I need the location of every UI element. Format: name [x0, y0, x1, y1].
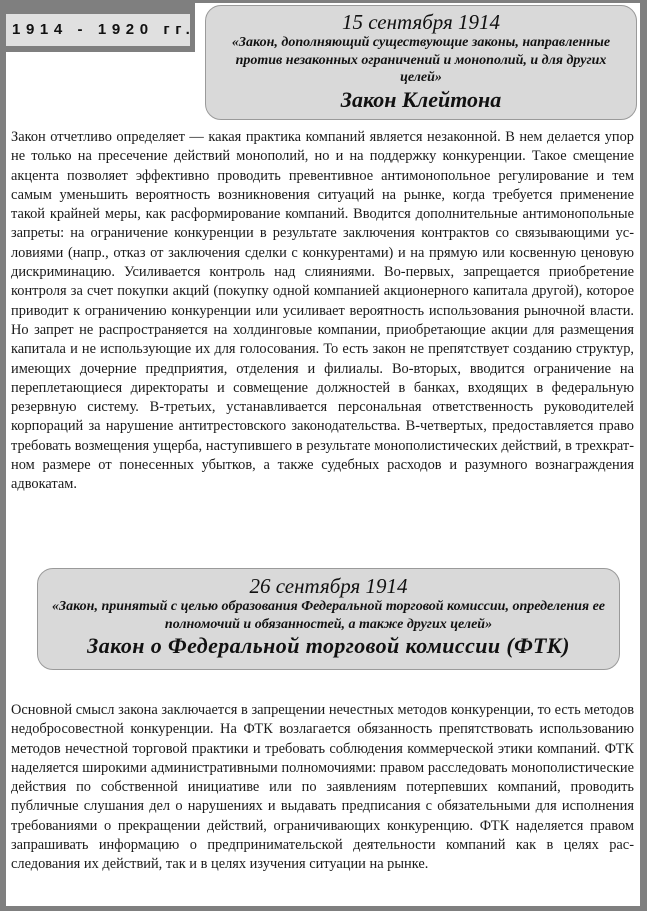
law-header-clayton	[205, 5, 637, 120]
law-text-clayton: Закон отчетливо определяет — какая практика компаний является незаконной. В нем делается упор не только на пресечение действий монополий, но и на поддержку конкуренции. Такое смещение акцента позволяет эффективно проводить превентивное антимонопольное регулирование и тем самым уменьшить вероятность возникновения ситуаций на рынке, когда требуется применение такой крайней меры, как расформирование компаний. Вводится дополнительные антимонопольные запреты: на ограничение конкуренции в результате заключения контрактов со связывающими условиями (напр., отказ от заключения сделки с конкурентами) и на прямую или косвенную ценовую дискриминацию. Усиливается контроль над слияниями. Во-первых, запрещается приобретение контроля за счет покупки акций (покупку одной компанией акционерного капитала другой), которое приводит к ограничению конкуренции или усиливает вероятность использования рыночной власти. Но запрет не распространяется на холдинговые компании, приобретающие акции для размещения капитала и не использующие их для голосования. То есть закон не препятствует созданию структур, имеющих дочерние предприятия, отделения и филиалы. Во-вторых, вводится ограничение на переплетающиеся директораты и совмещение должностей в банках, входящих в федеральную резервную систему. В-третьих, устанавливается персональная ответственность руководителей корпораций за нарушение антитрестовского законодательства. В-четвертых, предоставляется право требовать возмещения ущерба, наступившего в результате монополистических действий, в трехкратном размере от понесенных убытков, а также судебных расходов и разумного вознаграждения адвокатам.	[11, 129, 634, 493]
law-date: 15 сентября 1914	[341, 10, 500, 34]
law-description: «Закон, принятый с целью образования Федеральной торговой комиссии, определения ее полномочий и обязанностей, а также других целей»	[51, 599, 606, 632]
law-date: 26 сентября 1914	[249, 574, 408, 598]
law-name: Закон Клейтона	[340, 86, 502, 112]
law-text-ftc: Основной смысл закона заключается в запрещении нечестных методов конкуренции, то есть методов недобросовестной конкуренции. На ФТК возлагается обязанность препятствовать использованию методов нечестной торговой практики и требовать соблюдения коммерческой этики компаний. ФТК наделяется широкими административными полномочиями: правом расследовать монополистические действия по собственной инициативе или по заявлениям потерпевших компаний, проводить публичные слушания дел о нарушениях и выдавать предписания с обязательными для исполнения требованиями о прекращении действий, ограничивающих конкуренцию. ФТК наделяется правом запрашивать информацию о предпринимательской деятельности компаний как в целях расследования их действий, так и в целях изучения ситуации на рынке.	[11, 702, 634, 873]
period-tag: 1914 - 1920 гг.	[6, 14, 190, 46]
law-description: «Закон, дополняющий существующие законы, направленные против незаконных ограничений и монополий, и для других целей»	[231, 35, 611, 85]
law-name: Закон о Федеральной торговой комиссии (ФТК)	[87, 633, 570, 658]
period-tag-container	[0, 0, 195, 52]
law-header-ftc	[37, 568, 620, 670]
